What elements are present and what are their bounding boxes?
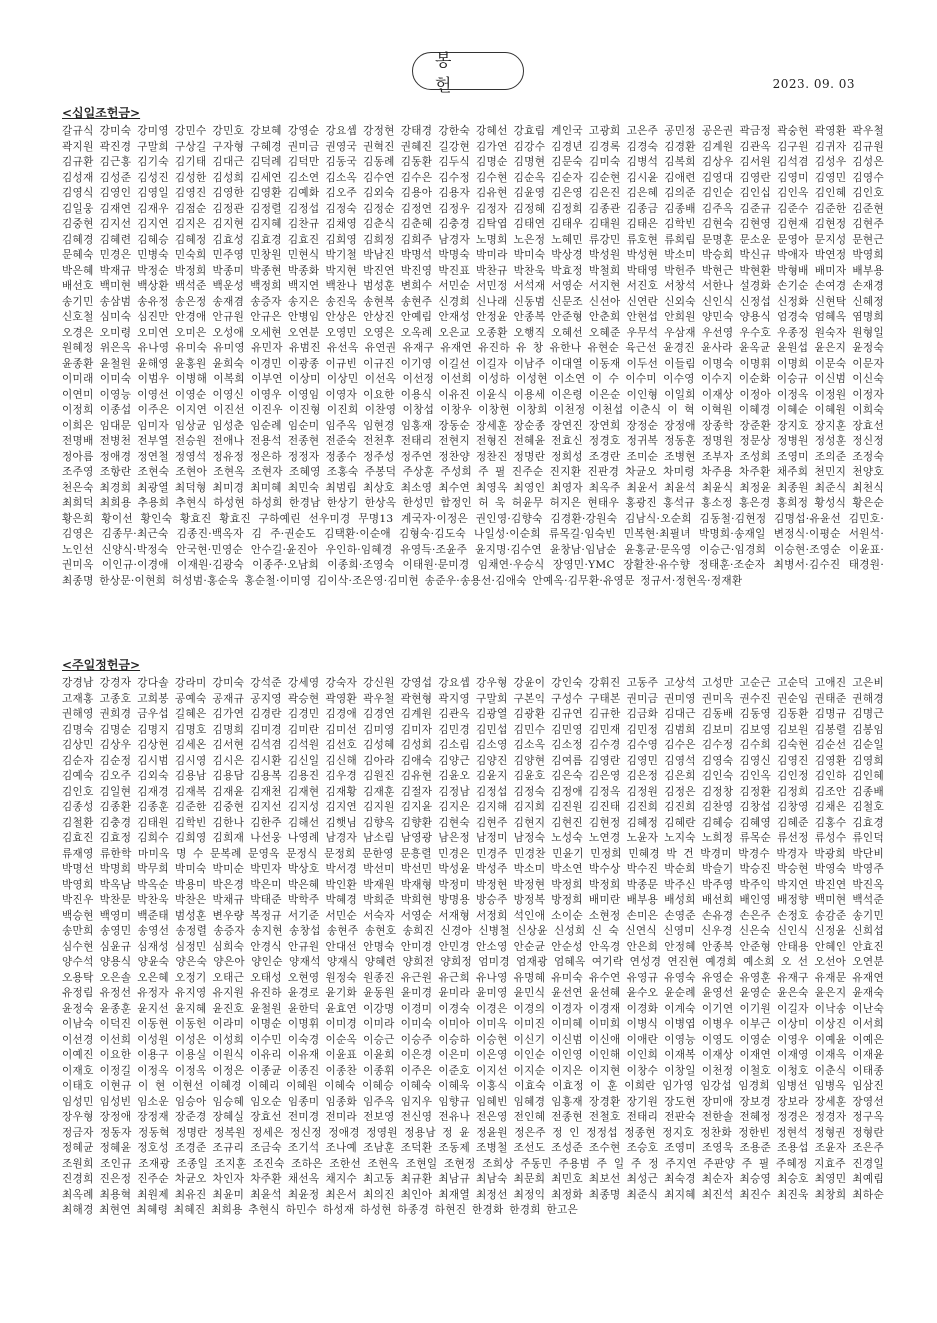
sunday-offering-section-title: <주일정헌금> — [62, 658, 141, 672]
tithe-name-list: 갈규식 강미숙 강미영 강민수 강민호 강보혜 강영순 강요셉 강정현 강태경 강한숙 강혜선 강효림 계인국 고광희 고은주 공민정 공은권 곽금정 곽숭현 곽영환 곽우철 곽지원 곽진경 구말희 구상길 구자형 구혜경 권미금 권영국 권혁진 권혜진 길강현 김가연 김강수 김경년 김경록 김경숙 김경환 김계원 김관옥 김구원 김귀자 김규원 김규환 김근홍 김기숙 김기태 김대근 김덕례 김덕만 김동국 김동례 김동환 김두식 김명순 김명현 김문숙 김미숙 김병석 김복희 김상우 김서원 김석겸 김성우 김성은 김성재 김성준 김성진 김성한 김성희 김세연 김소연 김소옥 김수연 김수은 김수정 김수현 김순옥 김순자 김순현 김시윤 김애련 김영대 김영란 김영미 김영민 김영수 김영식 김영인 김영일 김영진 김영한 김영환 김예화 김오주 김외숙 김용아 김용자 김유현 김윤영 김은영 김은진 김은혜 김의준 김인순 김인십 김인옥 김인혜 김인호 김일웅 김재연 김재우 김점순 김정관 김정렬 김정섭 김정숙 김정순 김정연 김정우 김정자 김정혜 김정희 김종관 김종금 김종배 김주옥 김준규 김준수 김준한 김준현 김중현 김지선 김지연 김지은 김지현 김지혜 김찬규 김채영 김춘식 김춘혜 김충경 김탁엽 김태연 김태우 김태원 김태은 김학빈 김현숙 김현영 김현재 김현정 김현주 김혜경 김혜련 김혜승 김혜정 김효성 김효경 김효진 김희영 김희정 김희주 남경자 노명희 노은정 노혜민 류강민 류호현 류희림 문명훈 문소운 문영아 문지성 문현근 문혜숙 민경은 민병숙 민숙희 민주영 민창원 민현식 박기철 박남진 박명석 박명숙 박미라 박미숙 박상경 박성원 박성현 박소미 박승희 박신규 박애자 박연정 박영희 박은혜 박재규 박정순 박정희 박종미 박종현 박종화 박지현 박진연 박진영 박진표 박찬규 박찬욱 박효정 박철희 박태영 박헌주 박현근 박현환 박형배 배미자 배부용 배선호 백미현 백상환 백석준 백운성 백정희 백지연 백찬나 범성훈 변희수 서민순 서민정 서석재 서영순 서지현 서진호 서창석 서한나 설경화 손기순 손여경 손재경 송기민 송삼범 송유정 송은정 송재겸 송증자 송지은 송진욱 송현복 송현주 신경희 신나래 신동범 신문조 신선아 신연란 신외숙 신인식 신정섭 신정화 신현탁 신혜정 신호철 심미숙 심진만 안경애 안규원 안규은 안병임 안상은 안상진 안예림 안재성 안정윤 안종복 안준형 안춘희 안현섭 안희원 양민숙 양용식 엄경숙 엄혜옥 염명희 오경은 오미령 오미연 오미은 오성애 오세현 오연분 오영민 오영은 오옥례 오은교 오종환 오행직 오혜선 오혜준 우무석 우삼재 우선영 우수호 우종정 원숙자 원형일 원혜정 위은옥 유나영 유미숙 유미영 유민자 유범진 유선옥 유연권 유재구 유재연 유진하 유 창 유한나 유현순 육근선 윤경진 윤사라 윤옥균 윤원섭 윤은지 윤정숙 윤종환 윤철원 윤해영 윤홍원 윤희숙 이경민 이광종 이규빈 이규진 이기영 이길선 이길자 이남주 이대열 이동재 이두선 이들림 이명숙 이명휘 이명희 이문숙 이문자 이미래 이미숙 이범우 이병해 이복희 이부연 이상미 이상민 이선옥 이선정 이선희 이성하 이성현 이소연 이 수 이수미 이수영 이수지 이순화 이승규 이신범 이신숙 이연미 이영능 이영선 이영순 이영신 이영우 이영임 이영자 이요한 이용식 이유진 이윤식 이용세 이은령 이은순 이인형 이일희 이재상 이정아 이정옥 이정원 이정자 이정희 이종섭 이주은 이지연 이진선 이진우 이진형 이진희 이찬영 이창섭 이창우 이창현 이창희 이천정 이천섭 이춘식 이 혁 이혁원 이혜경 이혜순 이혜원 이희숙 이희은 임대문 임미자 임상균 임성춘 임순례 임순미 임주옥 임현경 임홍재 장동순 장세훈 장순종 장연진 장연희 장정순 장정애 장종학 장준환 장지호 장지훈 장효선 전명배 전병천 전부열 전승원 전애나 전용석 전종현 전준숙 전천후 전태리 전현지 전형진 전혜윤 전효신 정경호 정귀복 정동훈 정명원 정문상 정병원 정성훈 정신정 정아름 정애경 정연철 정영석 정유정 정은하 정정자 정종수 정주성 정주연 정찬양 정찬진 정명란 정희성 조경란 조미순 조병현 조부자 조성희 조영미 조의준 조정숙 조주영 조항란 조현숙 조현아 조현옥 조현자 조혜영 조홍숙 주봉덕 주상훈 주성희 주 필 진주순 진지환 진판경 차균오 차미령 차주용 차주환 채주희 천민지 천양호 천은숙 최경희 최광열 최덕형 최미경 최미혜 최민숙 최범림 최상호 최소영 최수연 최영옥 최영인 최영자 최옥주 최윤서 최윤석 최윤식 최정윤 최종원 최준식 최천식 최희덕 최희용 추용희 추현식 하성현 하성희 한경남 한상기 한상옥 한성민 함정인 허 욱 허윤무 허지은 현태우 홍광진 홍석규 홍소정 홍은경 홍희정 황성식 황은순 황은희 황이선 황인숙 황효진 황효진 구하예린 선우미경 무명13 계국자·이정은 권인영·김향숙 김경환·강원숙 김남식·오순희 김동철·김현정 김명섭·유윤선 김민호·김영은 김종무·최근숙 김종진·백옥자 김 주·권순도 김택환·이순애 김형숙·김도숙 나일성·이순희 류목길·임숙빈 민복현·최필녀 박명희·송재일 변정식·이평순 서원석·노인선 신양식·박정숙 안국현·민영순 안수길·윤진아 우인하·임혜경 유영득·조윤주 윤지명·김수연 윤창남·임남순 윤홍균·문옥영 이승근·임경희 이승현·조영순 이윤표·권미옥 이인규·이경애 이재원·김광숙 이종주·오남희 이종희·조영숙 이태원·문미경 임채연·우승식 장영민·YMC 장활찬·유수향 정태훈·조순자 최병서·김수진 태경원·최종명 한상문·이현희 허성범·홍순욱 홍순철·이미영 김이삭·조은영·김미현 송준우·송용선·김애숙 안예옥·김무환·유영문 정규서·정현옥·정재환 — [62, 125, 884, 587]
tithe-section — [62, 104, 884, 589]
sunday-offering-section — [62, 656, 884, 1219]
date-label: 2023. 09. 03 — [772, 77, 855, 91]
tithe-section-title: <십일조헌금> — [62, 106, 141, 120]
sunday-offering-name-list: 강경남 강경자 강다솔 강라미 강미숙 강석준 강세영 강숙자 강신원 강영섭 강요셉 강우형 강윤이 강인숙 강휘진 고동주 고상석 고성만 고순근 고순덕 고애진 고은비 고재홍 고종호 고희봉 공예숙 공재규 공지영 곽승현 곽영환 곽우철 곽현형 곽지영 구말희 구본익 구성수 구태본 권미금 권미영 권미옥 권수진 권순임 권태준 권해경 권해영 권희경 금우섭 길혜은 김가연 김경란 김경민 김경애 김경연 김계원 김관옥 김광열 김광환 김규연 김규한 김금화 김대근 김동배 김동영 김동환 김명규 김명근 김명숙 김명순 김명지 김명호 김명희 김미경 김미란 김미선 김미영 김미자 김민경 김민섭 김민수 김민영 김민재 김민정 김범희 김보미 김보영 김보원 김봉렬 김봉임 김상민 김상우 김상현 김세온 김서현 김석겸 김석원 김선호 김성혜 김성희 김소림 김소영 김소옥 김소정 김수경 김수영 김수은 김수정 김수희 김숙현 김순선 김순일 김순자 김순정 김시범 김시영 김시은 김시환 김신일 김신해 김아라 김애숙 김양근 김양진 김양현 김여름 김영란 김영민 김영석 김영숙 김영신 김영진 김영환 김영희 김예숙 김오주 김외숙 김용남 김용담 김용복 김용진 김우경 김원진 김유현 김윤오 김윤지 김윤호 김은숙 김은영 김은정 김은희 김인숙 김인옥 김인정 김인하 김인혜 김인호 김일현 김재경 김재복 김재윤 김재천 김재현 김재황 김재훈 김절자 김정남 김정섭 김정숙 김정애 김정옥 김정원 김정은 김정창 김정환 김정희 김조안 김종배 김종성 김종환 김종훈 김준한 김중현 김지선 김지성 김지연 김지원 김지윤 김지은 김지해 김지희 김진원 김진태 김진희 김진희 김찬영 김창섭 김창영 김채은 김철호 김철환 김충경 김태원 김학빈 김한나 김한주 김해선 김햇님 김향옥 김향환 김현숙 김현주 김현지 김현진 김현정 김혜정 김혜란 김혜승 김혜영 김혜준 김홍수 김효경 김효진 김효정 김희수 김희영 김희재 나선웅 나영례 남경자 남소림 남영광 남은정 남정미 남정숙 노성숙 노연경 노윤자 노지숙 노희정 류목순 류선정 류성수 류인덕 류재영 류한학 마미옥 명 수 문복례 문영옥 문정식 문정희 문한영 문흥렬 민경은 민경주 민경찬 민윤기 민정희 민혜경 박 건 박경미 박경수 박경자 박광희 박단비 박명선 박명희 박무희 박미숙 박미순 박민자 박상호 박서경 박선미 박선민 박성윤 박성주 박소미 박소연 박수상 박수진 박순희 박슬기 박승진 박승현 박영숙 박영주 박영희 박옥남 박옥순 박용미 박은경 박은미 박은혜 박인환 박재원 박재형 박정미 박정현 박정현 박정희 박정희 박종문 박주신 박주영 박주익 박지연 박진연 박진옥 박진우 박찬문 박찬욱 박찬은 박채규 박태준 박학주 박혜경 박희준 박희현 방명용 방승주 방정복 방정희 배미란 배부용 배성희 배선희 배인영 배정향 백미현 백석준 백승현 백영미 백준태 범성훈 변우량 복정규 서기준 서민순 서숙자 서영순 서재형 서정희 석인애 소이순 소현정 손미은 손영준 손유경 손은주 손정호 송감준 송기민 송만희 송영민 송영선 송정렬 송증자 송지현 송창섭 송현주 송현호 송희진 신경아 신병철 신상윤 신성희 신 숙 신연식 신영미 신우경 신은숙 신인식 신정윤 신희섭 심수현 심윤규 심재성 심정민 심희숙 안경식 안규원 안대선 안명숙 안미경 안민경 안소영 안순균 안순성 안옥경 안은희 안정혜 안종복 안준형 안태용 안혜인 안효진 양수석 양용식 양윤숙 양은숙 양은아 양인순 양재석 양재식 양혜련 양희전 양희정 엄미경 엄재광 엄혜옥 여기락 연성경 연진현 예경희 예소희 오 선 오선아 오연분 오용탁 오은솔 오은혜 오정기 오태근 오태성 오현영 원정숙 원종진 유근원 유근희 유나영 유명혜 유미숙 유수연 유영규 유영숙 유영순 유영훈 유재구 유재문 유재연 유정림 유정선 유정자 유지영 유지원 유진하 윤경로 윤기화 윤동원 윤미경 윤미라 윤미영 윤민식 윤선연 윤선혜 윤수오 윤순례 윤영선 윤영순 윤은숙 윤은지 윤재숙 윤정숙 윤종훈 윤지선 윤지혜 윤진호 윤철원 윤한덕 윤효연 이강명 이경미 이경숙 이경은 이경의 이경자 이경재 이경화 이계숙 이기연 이기원 이길자 이낙송 이난숙 이남숙 이덕진 이동현 이동헌 이라미 이명순 이명휘 이미경 이미라 이미숙 이미아 이미옥 이미진 이미혜 이미희 이병식 이병엽 이병우 이부근 이상미 이상진 이서희 이선경 이선희 이성원 이성은 이성희 이수민 이숙경 이순옥 이승근 이승주 이승하 이승현 이신기 이신범 이신애 이애란 이영능 이영도 이영순 이영우 이예윤 이예은 이예진 이요한 이용구 이용실 이원식 이유리 이유재 이윤표 이윤희 이은경 이은미 이은영 이인순 이인영 이인해 이인희 이재복 이재상 이재연 이재영 이재옥 이재윤 이재호 이정길 이정옥 이정옥 이정은 이종균 이종진 이종찬 이종휘 이주은 이준호 이지선 이지순 이지은 이지현 이창수 이창일 이천정 이철호 이청호 이춘식 이태종 이태호 이현규 이 현 이현선 이혜경 이혜리 이혜원 이혜숙 이혜승 이혜숙 이혜욱 이홍식 이효숙 이효정 이 훈 이희란 임가영 임강섭 임경희 임병선 임병옥 임삼진 임성민 임성빈 임소운 임승아 임승혜 임오순 임종미 임종화 임주옥 임지우 임향규 임혜빈 임혜경 임홍재 장경환 장기원 장도현 장미애 장보경 장보라 장세훈 장영선 장우형 장정애 장정재 장준경 장혜실 장효선 전미경 전미라 전보영 전신영 전유나 전은영 전인혜 전종현 전철호 전태리 전판숙 전한솔 전혜정 정경은 정경자 정구옥 정금자 정동자 정동혁 정명란 정복원 정세은 정신정 정애경 정영원 정용남 정 윤 정윤원 정은주 정 인 정정섭 정종현 정지호 정찬화 정한빈 정현석 정형권 정형란 정혜균 정혜윤 정호성 조경준 조규리 조금숙 조기석 조나예 조남훈 조덕환 조동제 조병철 조선도 조성준 조수현 조승호 조영미 조영욱 조용준 조용섭 조윤자 조은주 조원희 조인규 조재광 조종일 조지훈 조진숙 조하은 조한선 조현옥 조현일 조현정 조희상 주동민 주용범 주 일 주 정 주지연 주판양 주 필 주혜정 지효주 진경일 진경희 진은정 진주순 차균오 차인자 차주환 채선옥 채지수 최고동 최규환 최남규 최남숙 최문희 최민호 최보선 최성근 최숙경 최순자 최승영 최승호 최영민 최예림 최옥례 최용혁 최원제 최유진 최윤미 최윤석 최윤정 최은서 최의진 최인아 최재열 최정선 최정익 최정화 최종명 최준식 최지혜 최진석 최진수 최진욱 최창희 최하순 최해경 최현연 최혜령 최혜진 최희용 추현식 하민수 하성재 하성현 하종경 하현진 한경화 한경희 한고은 — [62, 677, 884, 1216]
page-title: 봉 헌 — [412, 52, 524, 90]
